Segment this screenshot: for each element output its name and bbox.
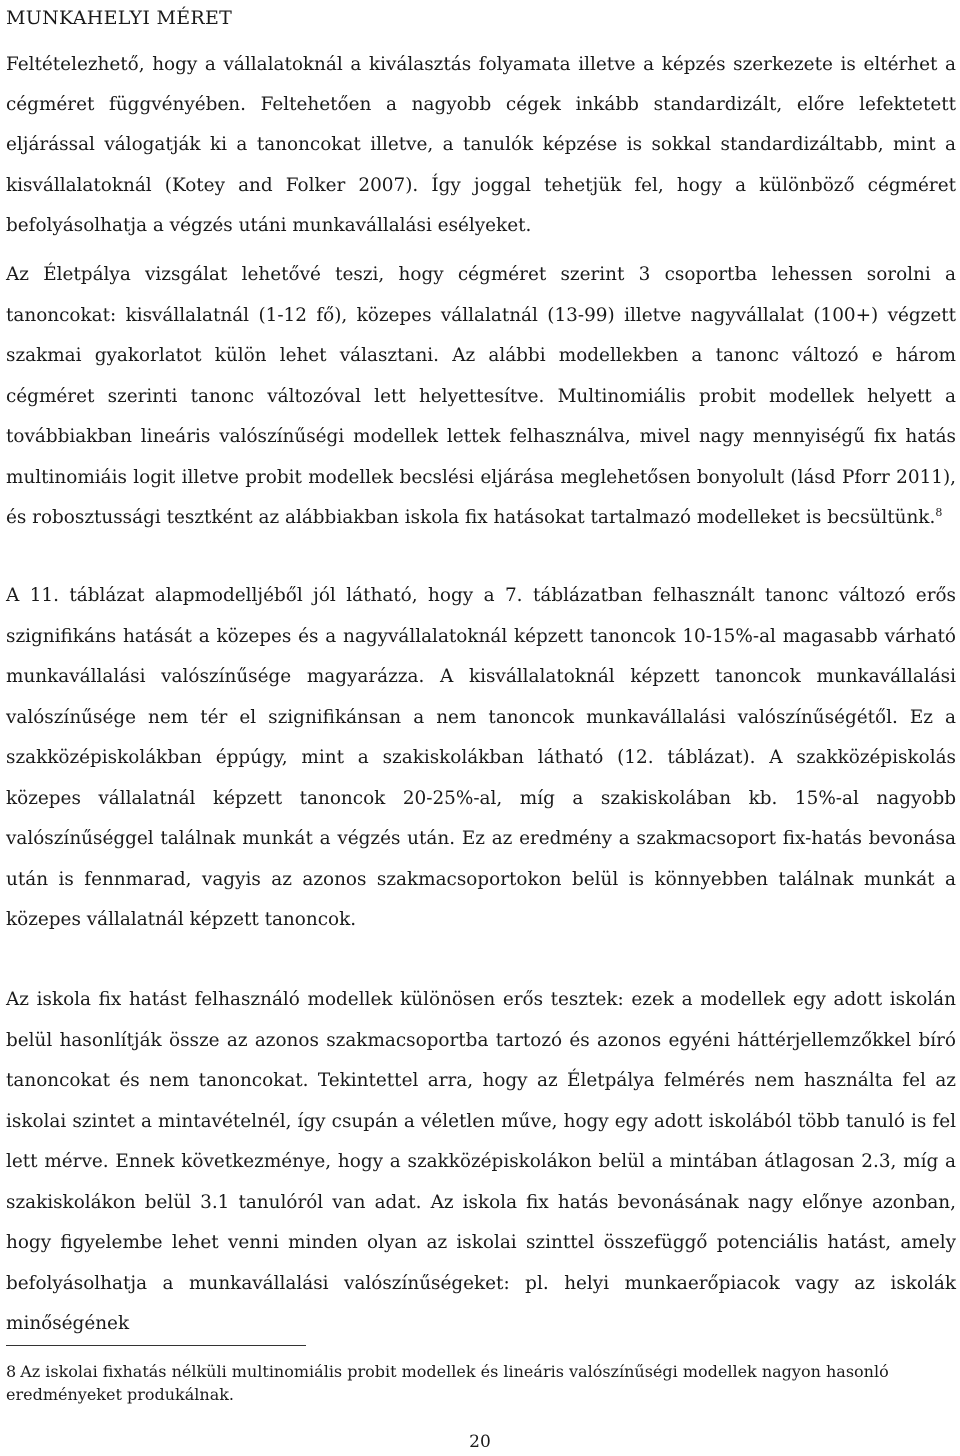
footnote-number: 8 (6, 1362, 17, 1381)
page-number: 20 (469, 1432, 491, 1452)
paragraph-1-text: Feltételezhető, hogy a vállalatoknál a kiválasztás folyamata illetve a képzés szerkezete is eltérhet a cégméret függvényében. Feltehetően a nagyobb cégek inkább standardizált, előre lefektetett eljárással válogatják ki a tanoncokat illetve, a tanulók képzése is sokkal standardizáltabb, mint a kisvállalatoknál (Kotey and Folker 2007). Így joggal tehetjük fel, hogy a különböző cégméret befolyásolhatja a végzés utáni munkavállalási esélyeket. (6, 54, 956, 236)
paragraph-4 (6, 980, 956, 1345)
paragraph-2-text: Az Életpálya vizsgálat lehetővé teszi, hogy cégméret szerint 3 csoportba lehessen sorolni a tanoncokat: kisvállalatnál (1-12 fő), közepes vállalatnál (13-99) illetve nagyvállalat (100+) végzett szakmai gyakorlatot külön lehet választani. Az alábbi modellekben a tanonc változó e három cégméret szerinti tanonc változóval lett helyettesítve. Multinomiális probit modellek helyett a továbbiakban lineáris valószínűségi modellek lettek felhasználva, mivel nagy mennyiségű fix hatás multinomiáis logit illetve probit modellek becslési eljárása meglehetősen bonyolult (lásd Pforr 2011), és robosztussági tesztként az alábbiakban iskola fix hatásokat tartalmazó modelleket is becsültünk. (6, 264, 956, 528)
footnote-reference: 8 (935, 505, 943, 519)
footnote-divider (6, 1345, 306, 1346)
paragraph-3-text: A 11. táblázat alapmodelljéből jól látható, hogy a 7. táblázatban felhasznált tanonc változó erős szignifikáns hatását a közepes és a nagyvállalatoknál képzett tanoncok 10-15%-al magasabb várható munkavállalási valószínűsége magyarázza. A kisvállalatoknál képzett tanoncok munkavállalási valószínűsége nem tér el szignifikánsan a nem tanoncok munkavállalási valószínűségétől. Ez a szakközépiskolákban éppúgy, mint a szakiskolákban látható (12. táblázat). A szakközépiskolás közepes vállalatnál képzett tanoncok 20-25%-al, míg a szakiskolában kb. 15%-al nagyobb valószínűséggel találnak munkát a végzés után. Ez az eredmény a szakmacsoport fix-hatás bevonása után is fennmarad, vagyis az azonos szakmacsoportokon belül is könnyebben találnak munkát a közepes vállalatnál képzett tanoncok. (6, 585, 956, 930)
paragraph-3 (6, 576, 956, 941)
section-heading: MUNKAHELYI MÉRET (6, 7, 233, 29)
paragraph-2 (6, 255, 956, 539)
footnote-text: Az iskolai fixhatás nélküli multinomiális probit modellek és lineáris valószínűségi modellek nagyon hasonló eredményeket produkálnak. (6, 1362, 889, 1404)
paragraph-4-text: Az iskola fix hatást felhasználó modellek különösen erős tesztek: ezek a modellek egy adott iskolán belül hasonlítják össze az azonos szakmacsoportba tartozó és azonos egyéni háttérjellemzőkkel bíró tanoncokat és nem tanoncokat. Tekintettel arra, hogy az Életpálya felmérés nem használta fel az iskolai szintet a mintavételnél, így csupán a véletlen műve, hogy egy adott iskolából több tanuló is fel lett mérve. Ennek következménye, hogy a szakközépiskolákon belül a mintában átlagosan 2.3, míg a szakiskolákon belül 3.1 tanulóról van adat. Az iskola fix hatás bevonásának nagy előnye azonban, hogy figyelembe lehet venni minden olyan az iskolai szinttel összefüggő potenciális hatást, amely befolyásolhatja a munkavállalási valószínűségeket: pl. helyi munkaerőpiacok vagy az iskolák minőségének (6, 989, 956, 1334)
footnote (6, 1360, 956, 1406)
paragraph-1 (6, 45, 956, 246)
